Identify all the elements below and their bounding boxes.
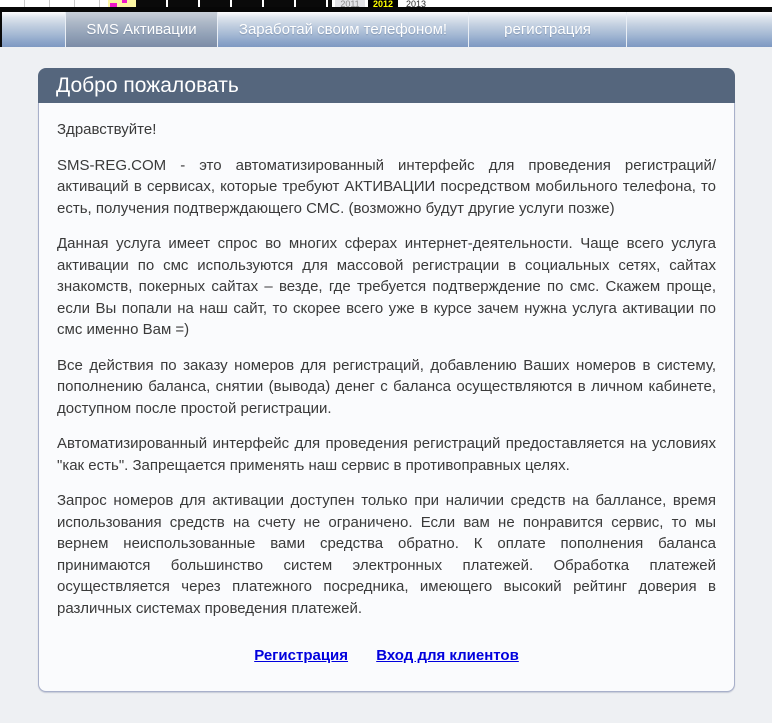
cabinet-paragraph: Все действия по заказу номеров для регистраций, добавлению Ваших номеров в систему, пополнению баланса, снятии (вывода) денег с баланса осуществляются в личном кабинете, доступном после простой регистрации.: [57, 356, 716, 417]
timeline-capture-bars: [136, 0, 332, 7]
page-title: Добро пожаловать: [56, 73, 239, 97]
tab-earn-with-phone[interactable]: [218, 12, 469, 47]
welcome-panel: [38, 68, 735, 692]
year-label-2013[interactable]: 2013: [401, 0, 431, 7]
year-label-2012-selected[interactable]: 2012: [368, 0, 398, 7]
sprite-pixel: [122, 0, 127, 3]
client-login-link[interactable]: Вход для клиентов: [376, 647, 519, 664]
usage-paragraph: Данная услуга имеет спрос во многих сферах интернет-деятельности. Чаще всего услуга активации по смс используются для массовой регистрации в социальных сетях, сайтах знакомств, покерных сайтах – везде, где требуется подтверждение по смс. Скажем проще, если Вы попали на наш сайт, то скорее всего уже в курсе зачем нужна услуга активации по смс именно Вам =): [57, 235, 716, 338]
tab-sms-activations[interactable]: [65, 12, 218, 47]
balance-paragraph: Запрос номеров для активации доступен только при наличии средств на баллансе, время использования средств на счету не ограничено. Если вам не понравится сервис, то мы вернем неиспользованные вами средства обратно. К оплате пополнения баланса принимаются большинство систем электронных платежей. Обработка платежей осуществляется через платежного посредника, имеющего высокий рейтинг доверия в различных системах проведения платежей.: [57, 492, 716, 617]
tab-label: регистрация: [504, 21, 591, 38]
timeline-calendar-sprite: [108, 0, 136, 7]
panel-body: [38, 103, 735, 692]
tab-registration[interactable]: [469, 12, 627, 47]
tab-label: SMS Активации: [86, 21, 197, 38]
year-label-2011[interactable]: 2011: [335, 0, 365, 7]
archive-timeline-strip: [0, 0, 772, 7]
intro-paragraph: SMS-REG.COM - это автоматизированный интерфейс для проведения регистраций/активаций в сервисах, которые требуют АКТИВАЦИИ посредством мобильного телефона, то есть, получения подтверждающего СМС. (возможно будут другие услуги позже): [57, 156, 716, 217]
registration-link[interactable]: Регистрация: [254, 647, 349, 664]
greeting-text: Здравствуйте!: [57, 121, 157, 138]
action-links-row: [57, 645, 716, 667]
panel-header: [38, 68, 735, 103]
terms-paragraph: Автоматизированный интерфейс для проведения регистраций предоставляется на условиях "как есть". Запрещается применять наш сервис в противоправных целях.: [57, 435, 716, 474]
tab-label: Заработай своим телефоном!: [238, 21, 448, 38]
main-navbar: [0, 12, 772, 47]
navbar-left-spacer: [2, 12, 65, 47]
